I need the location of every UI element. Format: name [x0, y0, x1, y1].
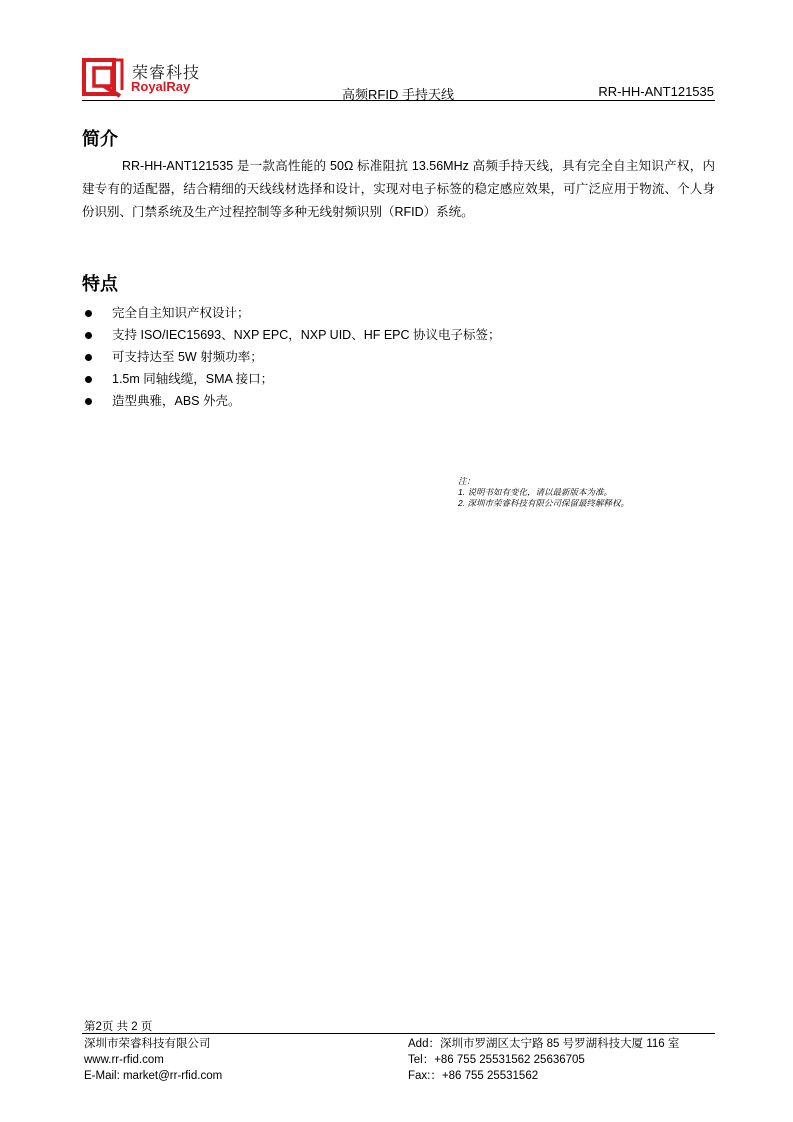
notes-title: 注： [458, 476, 476, 486]
features-heading: 特点 [82, 274, 118, 294]
footer-tel: Tel：+86 755 25531562 25636705 [408, 1054, 585, 1066]
footer-divider [82, 1033, 715, 1034]
notes-block [458, 476, 629, 509]
feature-text: 造型典雅，ABS 外壳。 [112, 394, 241, 408]
company-name-en: RoyalRay [131, 79, 191, 94]
footer-company: 深圳市荣睿科技有限公司 [84, 1038, 211, 1050]
intro-heading: 简介 [82, 129, 118, 149]
features-list [82, 302, 501, 412]
feature-item [82, 324, 501, 346]
header-divider [82, 100, 715, 101]
header-product-title: 高频RFID 手持天线 [342, 87, 454, 102]
footer-contact-left [84, 1036, 222, 1084]
feature-item [82, 368, 501, 390]
bullet-icon [85, 398, 92, 405]
footer-fax: Fax:：+86 755 25531562 [408, 1070, 539, 1082]
feature-item [82, 302, 501, 324]
feature-item [82, 346, 501, 368]
bullet-icon [85, 310, 92, 317]
footer-website-link[interactable]: www.rr-rfid.com [84, 1054, 164, 1066]
royalray-logo-icon [82, 56, 124, 98]
intro-paragraph: RR-HH-ANT121535 是一款高性能的 50Ω 标准阻抗 13.56MHz 高频手持天线，具有完全自主知识产权，内建专有的适配器，结合精细的天线线材选择和设计，实现对电子标签的稳定感应效果，可广泛应用于物流、个人身份识别、门禁系统及生产过程控制等多种无线射频识别（RFID）系统。 [82, 159, 715, 219]
footer-contact-right [408, 1036, 679, 1084]
bullet-icon [85, 376, 92, 383]
header-doc-number: RR-HH-ANT121535 [598, 84, 714, 99]
note-item: 2. 深圳市荣睿科技有限公司保留最终解释权。 [458, 498, 629, 508]
company-name-cn: 荣睿科技 [132, 65, 201, 82]
feature-text: 完全自主知识产权设计； [112, 306, 250, 320]
note-item: 1. 说明书如有变化，请以最新版本为准。 [458, 487, 612, 497]
footer-address: Add：深圳市罗湖区太宁路 85 号罗湖科技大厦 116 室 [408, 1038, 680, 1050]
bullet-icon [85, 354, 92, 361]
feature-text: 支持 ISO/IEC15693、NXP EPC，NXP UID、HF EPC 协议电子标签； [112, 328, 501, 342]
feature-item [82, 390, 501, 412]
feature-text: 1.5m 同轴线缆，SMA 接口； [112, 372, 274, 386]
feature-text: 可支持达至 5W 射频功率； [112, 350, 263, 364]
footer-email-link[interactable]: E-Mail: market@rr-rfid.com [84, 1070, 223, 1082]
bullet-icon [85, 332, 92, 339]
page-number: 第2页 共 2 页 [84, 1021, 153, 1033]
